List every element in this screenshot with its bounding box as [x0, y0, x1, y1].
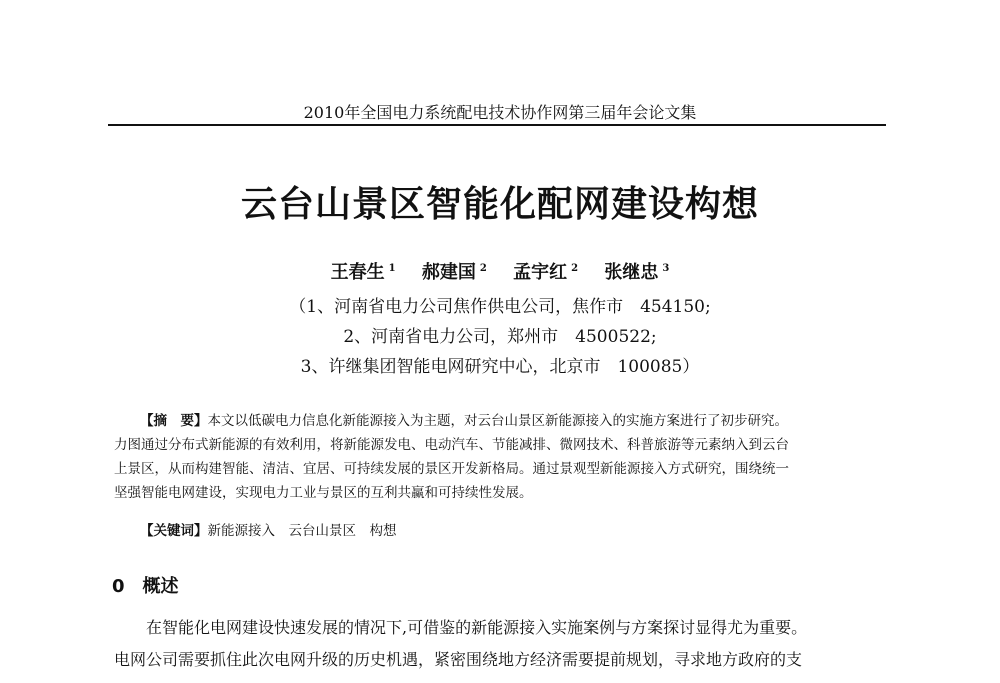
abstract-line: 上景区，从而构建智能、清洁、宜居、可持续发展的景区开发新格局。通过景观型新能源接入方式研究，围绕统一 — [114, 461, 789, 477]
body-line: 在智能化电网建设快速发展的情况下,可借鉴的新能源接入实施案例与方案探讨显得尤为重要。 — [146, 618, 808, 637]
keywords-text: 新能源接入 云台山景区 构想 — [207, 523, 397, 539]
author: 张继忠 $^3$ — [604, 262, 670, 283]
body-line: 电网公司需要抓住此次电网升级的历史机遇，紧密围绕地方经济需要提前规划，寻求地方政府的支 — [114, 650, 803, 669]
section-heading: 0 概述 — [112, 576, 179, 597]
abstract-line: 力图通过分布式新能源的有效利用，将新能源发电、电动汽车、节能减排、微网技术、科普旅游等元素纳入到云台 — [114, 437, 789, 453]
abstract-line: 坚强智能电网建设，实现电力工业与景区的互利共赢和可持续性发展。 — [114, 485, 533, 501]
affiliation: 2、河南省电力公司，郑州市 4500522; — [343, 327, 657, 347]
affiliation: （1、河南省电力公司焦作供电公司，焦作市 454150; — [289, 297, 711, 317]
header-rule — [108, 124, 886, 126]
author: 郝建国 $^2$ — [421, 262, 487, 283]
author: 王春生 $^1$ — [330, 262, 396, 283]
affiliation: 3、许继集团智能电网研究中心，北京市 100085） — [300, 357, 700, 377]
keywords-label: 【关键词】 — [140, 523, 208, 539]
author: 孟宇红 $^2$ — [513, 262, 579, 283]
abstract-line: 【摘 要】本文以低碳电力信息化新能源接入为主题，对云台山景区新能源接入的实施方案进行了初步研究。 — [140, 413, 788, 429]
keywords — [140, 519, 397, 539]
running-header: 2010年全国电力系统配电技术协作网第三届年会论文集 — [303, 103, 697, 122]
paper-title: 云台山景区智能化配网建设构想 — [240, 184, 759, 225]
abstract-label: 【摘 要】 — [140, 413, 208, 429]
author-list — [0, 258, 1000, 284]
